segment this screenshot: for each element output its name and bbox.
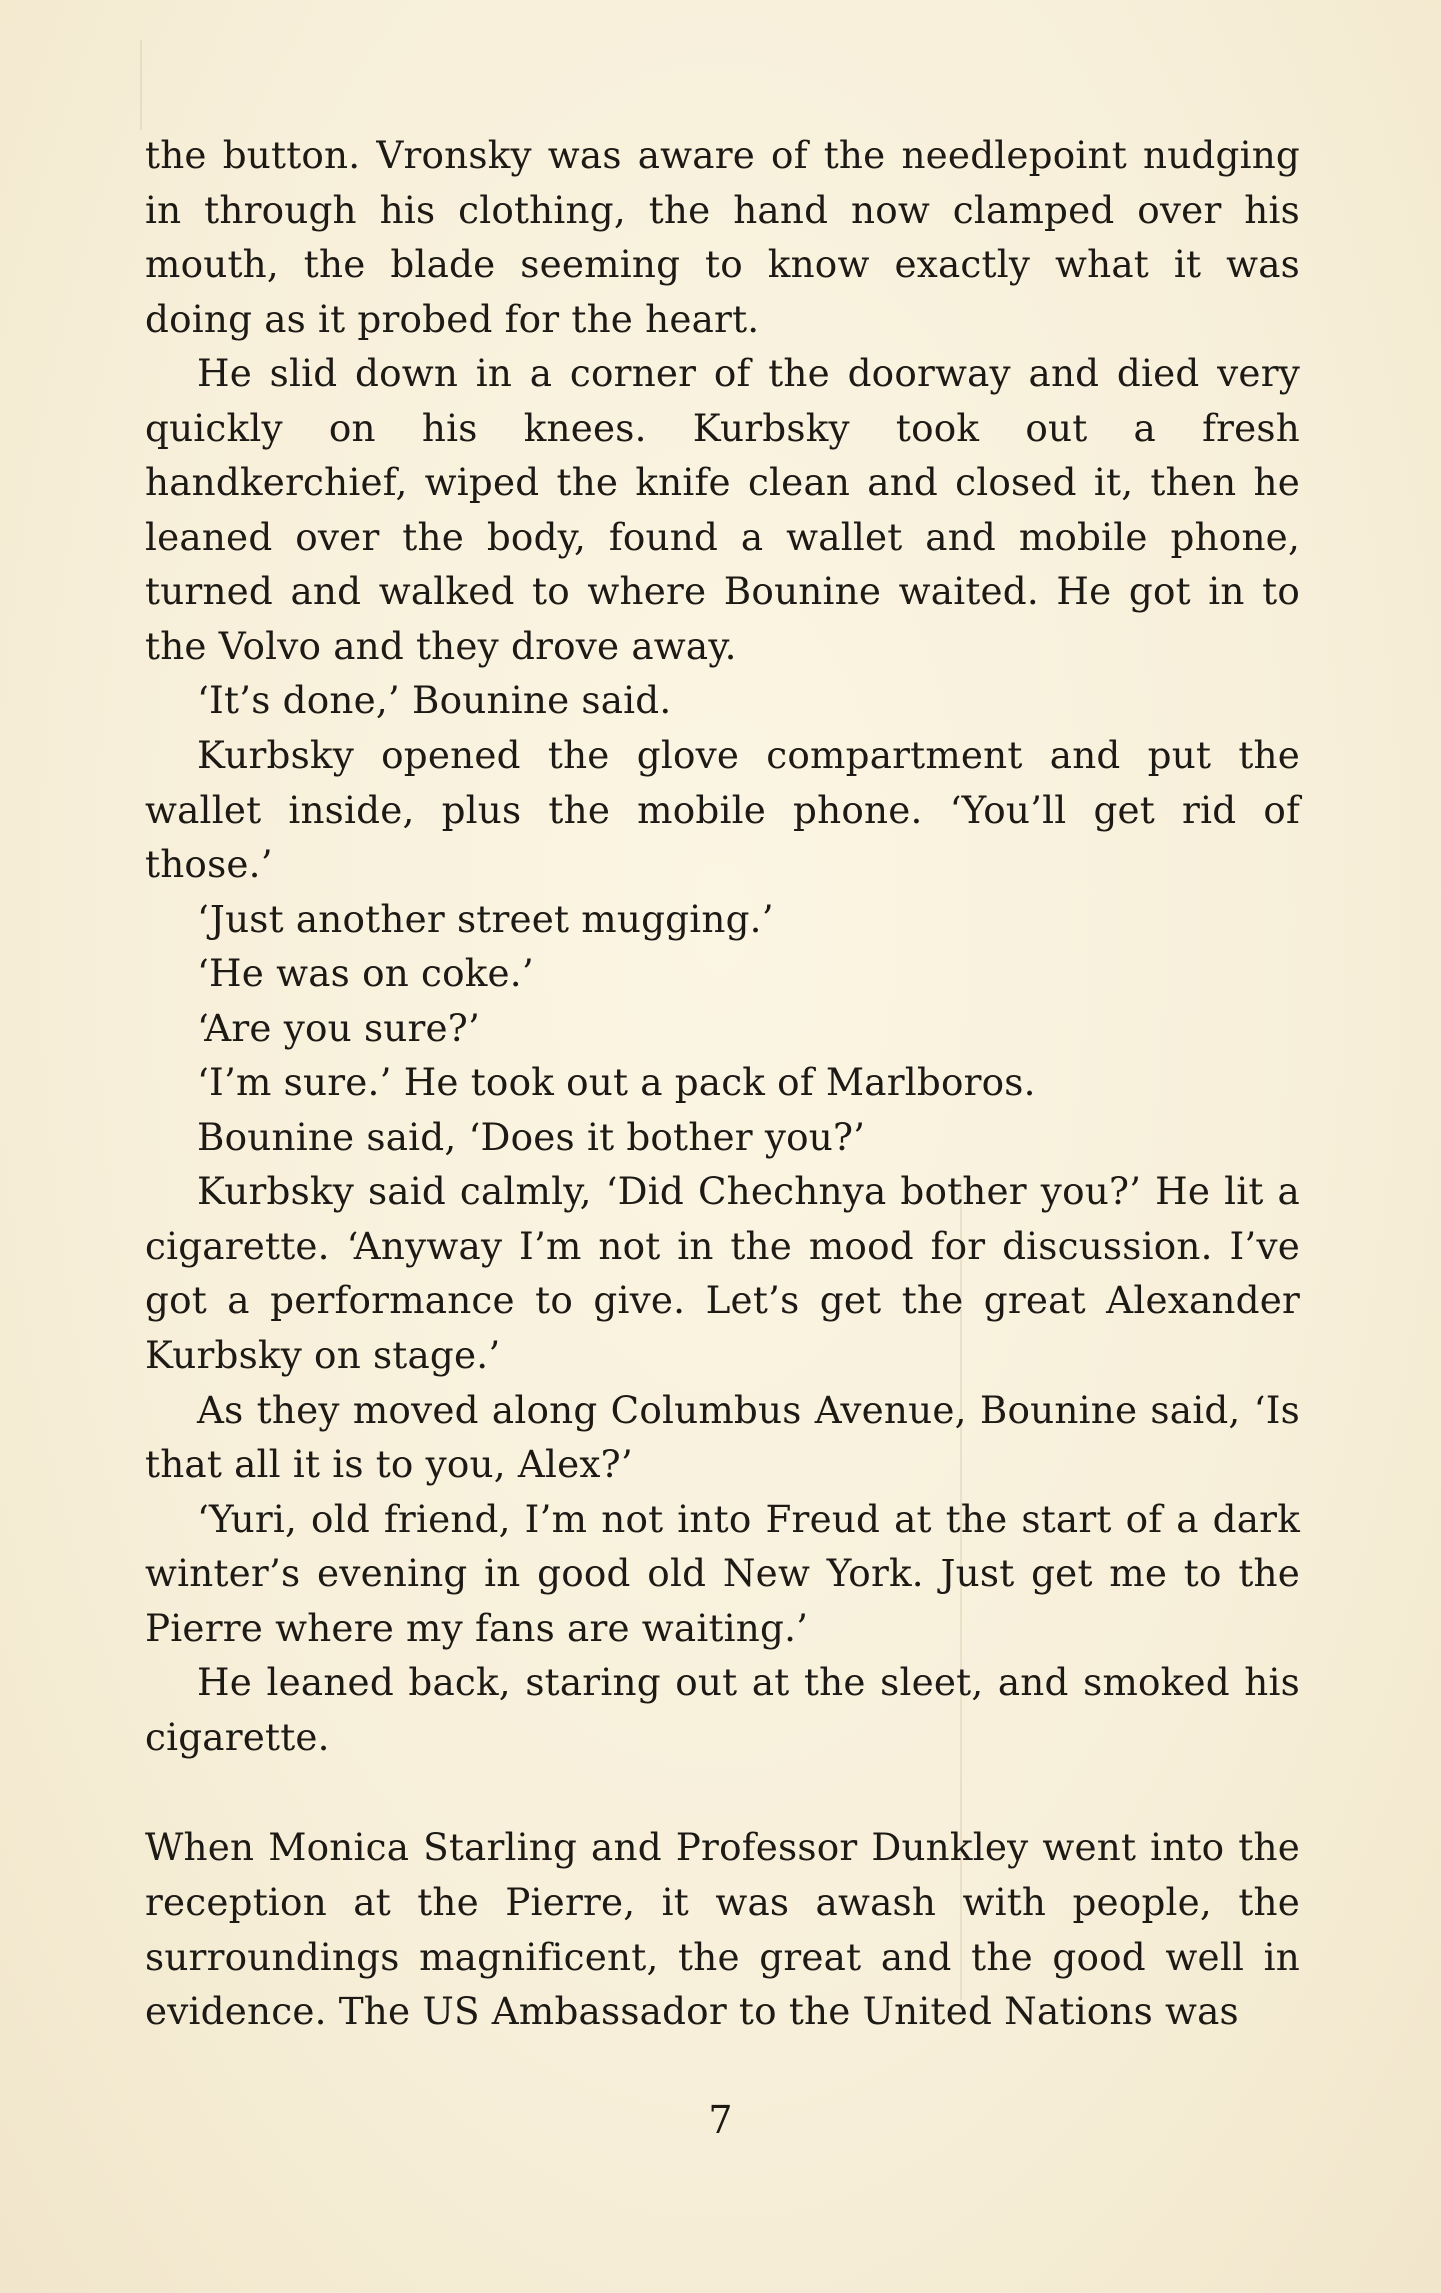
paragraph: Kurbsky opened the glove compartment and put the wallet inside, plus the mobile phone. ‘You’ll get rid of those.’ xyxy=(145,733,1300,887)
paragraph: ‘I’m sure.’ He took out a pack of Marlboros. xyxy=(197,1060,1036,1105)
body-text xyxy=(145,128,1300,2039)
page-number: 7 xyxy=(708,2098,733,2142)
paragraph: ‘Just another street mugging.’ xyxy=(197,896,774,941)
paragraph: ‘It’s done,’ Bounine said. xyxy=(197,678,672,723)
paragraph: ‘Yuri, old friend, I’m not into Freud at the start of a dark winter’s evening in good old New York. Just get me to the Pierre where my fans are waiting.’ xyxy=(145,1496,1300,1650)
paragraph: When Monica Starling and Professor Dunkley went into the reception at the Pierre, it was awash with people, the surroundings magnificent, the great and the good well in evidence. The US Ambassador to the United Nations was xyxy=(145,1825,1300,2034)
paper-crease xyxy=(140,40,142,130)
paragraph: Bounine said, ‘Does it bother you?’ xyxy=(197,1114,866,1159)
paragraph: As they moved along Columbus Avenue, Bounine said, ‘Is that all it is to you, Alex?’ xyxy=(145,1387,1300,1487)
paragraph: Kurbsky said calmly, ‘Did Chechnya bother you?’ He lit a cigarette. ‘Anyway I’m not in the mood for discussion. I’ve got a performance to give. Let’s get the great Alexander Kurbsky on stage.’ xyxy=(145,1169,1300,1378)
paragraph: He leaned back, staring out at the sleet, and smoked his cigarette. xyxy=(145,1660,1300,1759)
paragraph: ‘Are you sure?’ xyxy=(197,1005,481,1050)
paragraph: ‘He was on coke.’ xyxy=(197,951,534,996)
paragraph: the button. Vronsky was aware of the needlepoint nudging in through his clothing, the hand now clamped over his mouth, the blade seeming to know exactly what it was doing as it probed for the heart. xyxy=(145,133,1300,341)
paragraph: He slid down in a corner of the doorway and died very quickly on his knees. Kurbsky took out a fresh handkerchief, wiped the knife clean and closed it, then he leaned over the body, found a wallet and mobile phone, turned and walked to where Bounine waited. He got in to the Volvo and they drove away. xyxy=(145,351,1300,668)
